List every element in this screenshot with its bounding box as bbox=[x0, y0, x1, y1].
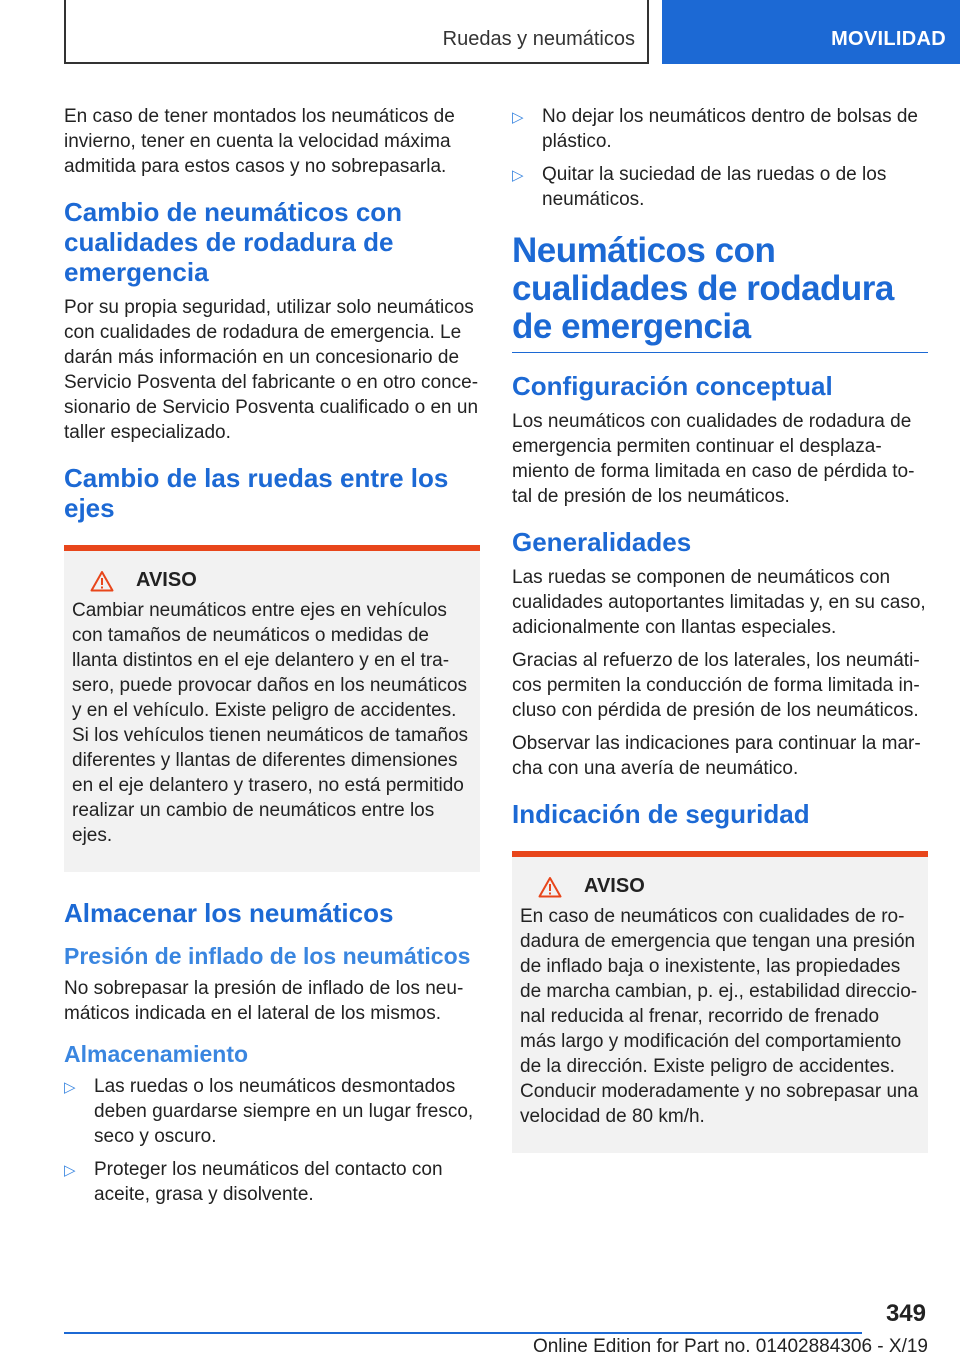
header-section-box bbox=[64, 0, 649, 64]
triangle-bullet-icon: ▷ bbox=[64, 1162, 76, 1179]
general-paragraph-3: Observar las indicaciones para continuar la marcha con una avería de neumático. bbox=[512, 733, 921, 779]
general-paragraph-2: Gracias al refuerzo de los laterales, los neumáticos permiten la conducción de forma limitada incluso con pérdida de presión de los neumáticos. bbox=[512, 650, 920, 721]
footer-edition: Online Edition for Part no. 01402884306 - X/19 bbox=[532, 1336, 928, 1357]
triangle-bullet-icon: ▷ bbox=[512, 167, 524, 184]
pressure-paragraph: No sobrepasar la presión de inflado de los neumáticos indicada en el lateral de los mismos. bbox=[64, 978, 464, 1024]
warning-header bbox=[90, 569, 472, 592]
heading-storing: Almacenamiento bbox=[64, 1041, 249, 1067]
triangle-bullet-icon: ▷ bbox=[512, 109, 524, 126]
warning-header bbox=[538, 875, 920, 898]
list-item: ▷ No dejar los neumáticos dentro de bolsas de plástico. bbox=[512, 106, 919, 152]
heading-pressure: Presión de inflado de los neumáticos bbox=[64, 943, 471, 969]
intro-paragraph: En caso de tener montados los neumáticos de invierno, tener en cuenta la velocidad máxima admitida para estos casos y no sobrepasarla. bbox=[64, 106, 455, 177]
warning-text: Cambiar neumáticos entre ejes en vehículos con tamaños de neumáticos o medidas de llanta distintos en el eje delantero y en el trasero, puede provocar daños en los neumáticos y en el vehículo. Existe peligro de accidentes. Si los vehículos tienen neumáticos de tamaños diferentes y llantas de diferentes dimensiones en el eje delantero y trasero, no está permitido realizar un cambio de neumáticos entre los ejes. bbox=[72, 600, 469, 846]
heading-runflat-tires: Neumáticos con cualidades de rodadura de emergencia bbox=[512, 232, 928, 353]
concept-paragraph: Los neumáticos con cualidades de rodadura de emergencia permiten continuar el desplazamiento de forma limitada en caso de pérdida total de presión de los neumáticos. bbox=[512, 411, 915, 507]
page-number: 349 bbox=[885, 1300, 926, 1327]
header-chapter-title: MOVILIDAD bbox=[831, 28, 946, 50]
triangle-bullet-icon: ▷ bbox=[64, 1079, 76, 1096]
list-item: ▷ Las ruedas o los neumáticos desmontados deben guardarse siempre en un lugar fresco, seco y oscuro. bbox=[64, 1076, 474, 1147]
warning-triangle-icon bbox=[538, 876, 562, 898]
heading-storage: Almacenar los neumáticos bbox=[64, 898, 394, 928]
warning-box-safety bbox=[512, 851, 928, 1153]
list-item: ▷ Quitar la suciedad de las ruedas o de los neumáticos. bbox=[512, 164, 887, 210]
warning-triangle-icon bbox=[90, 570, 114, 592]
warning-text: En caso de neumáticos con cualidades de rodadura de emergencia que tengan una presión de inflado baja o inexistente, las propiedades de marcha cambian, p. ej., estabilidad direccional reducida al frenar, recorrido de frenado más largo y modificación del comportamiento de la dirección. Existe peligro de accidentes. Conducir moderadamente y no sobrepasar una velocidad de 80 km/h. bbox=[520, 906, 919, 1127]
general-paragraph-1: Las ruedas se componen de neumáticos con cualidades autoportantes limitadas y, en su caso, adicionalmente con llantas especiales. bbox=[512, 567, 926, 638]
warning-title: AVISO bbox=[584, 875, 645, 897]
heading-runflat-change: Cambio de neumáticos con cualidades de rodadura de emergencia bbox=[64, 197, 403, 287]
right-column bbox=[512, 104, 928, 1179]
storage-bullet-list bbox=[64, 1074, 480, 1207]
runflat-change-paragraph: Por su propia seguridad, utilizar solo neumáticos con cualidades de rodadura de emergencia. Le darán más información en un concesionario de Servicio Posventa del fabricante o en otro concesionario de Servicio Posventa cualificado o en un taller especializado. bbox=[64, 297, 479, 443]
heading-general: Generalidades bbox=[512, 527, 692, 557]
header-section-title: Ruedas y neumáticos bbox=[442, 28, 635, 50]
warning-box-axle bbox=[64, 545, 480, 872]
warning-title: AVISO bbox=[136, 569, 197, 591]
storage-bullet-list-cont bbox=[512, 104, 928, 212]
header-chapter-box bbox=[662, 0, 960, 64]
heading-safety: Indicación de seguridad bbox=[512, 799, 810, 829]
list-item: ▷ Proteger los neumáticos del contacto con aceite, grasa y disolvente. bbox=[64, 1159, 443, 1205]
left-column bbox=[64, 104, 480, 1215]
heading-axle-swap: Cambio de las ruedas entre los ejes bbox=[64, 463, 449, 523]
footer-divider bbox=[64, 1332, 862, 1334]
heading-concept: Configuración conceptual bbox=[512, 371, 833, 401]
